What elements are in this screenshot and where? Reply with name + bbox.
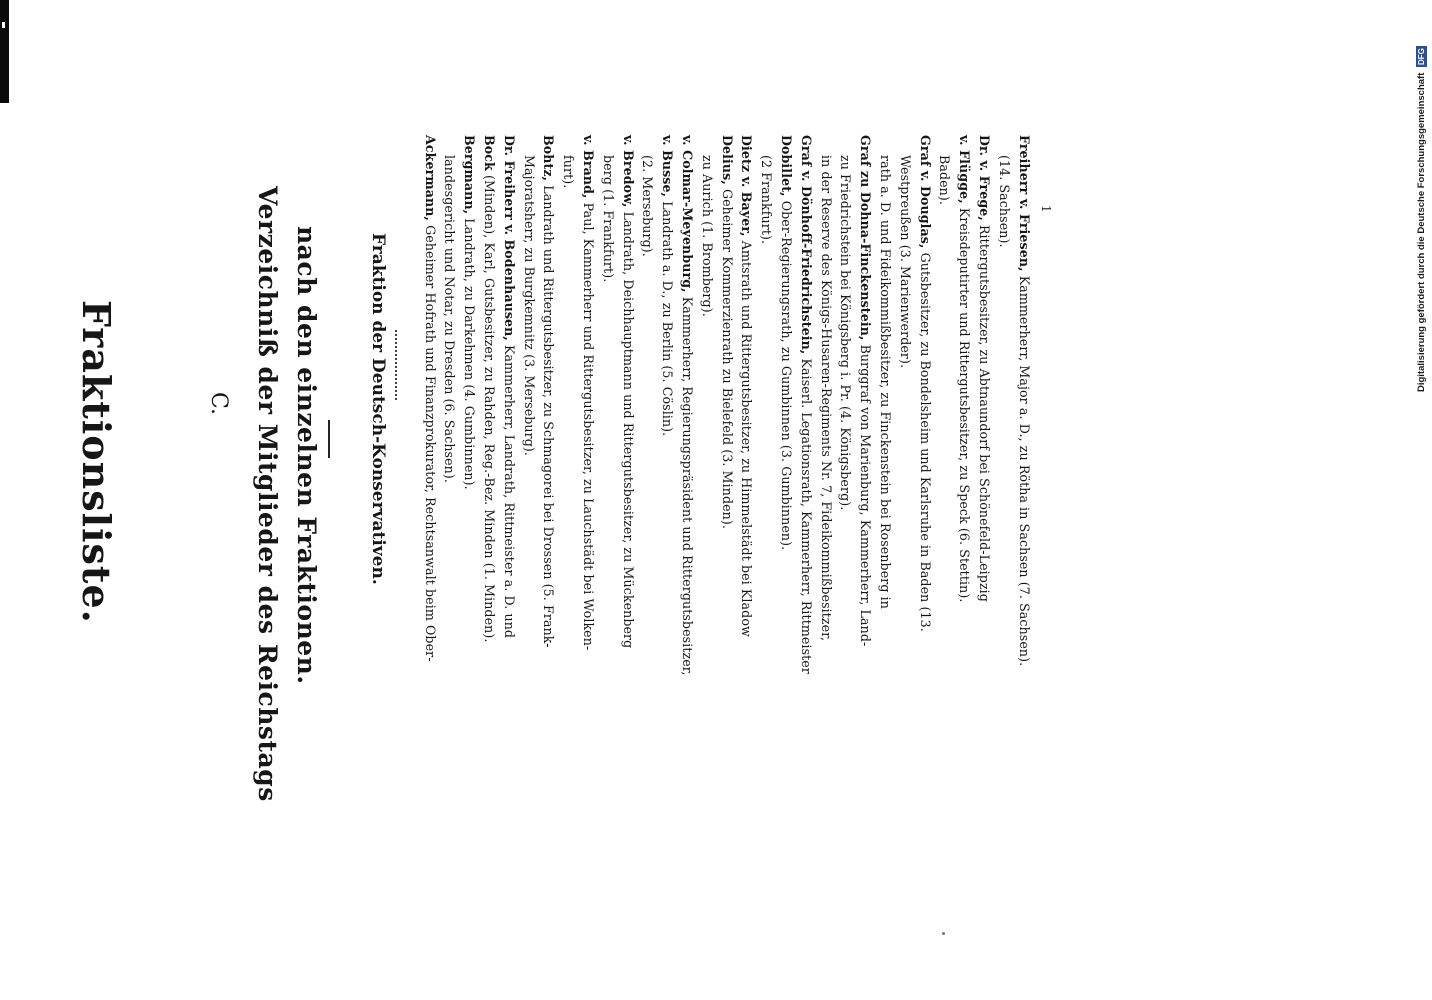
member-name: v. Colmar-Meyenburg, bbox=[679, 135, 695, 293]
member-details: Burggraf von Marienburg, Kammerherr, Land- bbox=[858, 340, 874, 647]
member-details: Ober-Regierungsrath, zu Gumbinnen (3. Gumbinnen). bbox=[778, 196, 794, 551]
footer-text: Digitalisierung gefördert durch die Deutsche Forschungsgemeinschaft bbox=[1416, 72, 1428, 392]
member-details: zu Aurich (1. Bromberg). bbox=[699, 155, 715, 317]
member-entry-continuation bbox=[638, 155, 657, 257]
member-details: Kreisdeputirter und Rittergutsbesitzer, zu Speck (6. Stettin). bbox=[957, 203, 973, 603]
section-letter: C. bbox=[205, 392, 231, 416]
heading-line-1: Verzeichniß der Mitglieder des Reichstags bbox=[252, 186, 282, 802]
member-entry-line bbox=[737, 135, 756, 637]
member-entry-continuation bbox=[935, 155, 954, 205]
member-name: Dietz v. Bayer, bbox=[739, 135, 755, 237]
separator-rule bbox=[328, 420, 330, 458]
member-entry-line bbox=[777, 135, 796, 550]
dfg-logo-icon: DFG bbox=[1417, 48, 1426, 65]
fraction-subheading: Fraktion der Deutsch-Konservativen. bbox=[368, 233, 388, 585]
member-entry-continuation bbox=[698, 155, 717, 317]
member-name: v. Brand, bbox=[580, 135, 596, 199]
member-entry-continuation bbox=[817, 155, 836, 641]
scan-edge-mark bbox=[2, 22, 5, 28]
member-details: Kaiserl. Legationsrath, Kammerherr, Rittmeister bbox=[798, 354, 814, 674]
member-name: Graf v. Dönhoff-Friedrichstein, bbox=[798, 135, 814, 355]
member-name: Dr. Freiherr v. Bodenhausen, bbox=[501, 135, 517, 341]
member-details: (14. Sachsen). bbox=[996, 155, 1012, 248]
member-name: Freiherr v. Friesen, bbox=[1016, 135, 1032, 272]
member-entry-line bbox=[421, 135, 440, 662]
member-entry-line bbox=[955, 135, 974, 602]
member-entry-line bbox=[579, 135, 598, 650]
member-details: Geheimer Kommerzienrath zu Bielefeld (3. Minden). bbox=[719, 184, 735, 529]
member-name: Graf v. Douglas, bbox=[917, 135, 933, 249]
member-details: Westpreußen (3. Marienwerder). bbox=[897, 155, 913, 369]
member-details: berg (1. Frankfurt). bbox=[600, 155, 616, 283]
member-details: (2 Frankfurt). bbox=[759, 155, 775, 245]
member-details: (Minden), Karl, Gutsbesitzer, zu Rahden, Reg.-Bez. Minden (1. Minden). bbox=[481, 170, 497, 643]
member-entry-line bbox=[975, 135, 994, 602]
heading-line-2: nach den einzelnen Fraktionen. bbox=[291, 226, 321, 685]
member-details: furt). bbox=[561, 155, 577, 189]
member-entry-continuation bbox=[520, 155, 539, 456]
member-details: Landrath und Rittergutsbesitzer, zu Schmagorei bei Drossen (5. Frank- bbox=[541, 181, 557, 648]
member-name: Dobillet, bbox=[778, 135, 794, 197]
member-entry-line bbox=[1015, 135, 1034, 666]
member-details: Kammerherr, Major a. D., zu Rötha in Sachsen (7. Sachsen). bbox=[1016, 271, 1032, 667]
member-details: rath a. D. und Fideikommißbesitzer, zu Finckenstein bei Rosenberg in bbox=[877, 155, 893, 609]
member-details: landesgericht und Notar, zu Dresden (6. Sachsen). bbox=[442, 155, 458, 484]
member-entry-line bbox=[718, 135, 737, 529]
member-entry-continuation bbox=[836, 155, 855, 510]
member-details: (2. Merseburg). bbox=[640, 155, 656, 257]
member-entry-continuation bbox=[876, 155, 895, 609]
member-name: v. Flügge, bbox=[957, 135, 973, 204]
member-entry-line bbox=[678, 135, 697, 676]
member-name: Bohtz, bbox=[541, 135, 557, 182]
member-entry-line bbox=[856, 135, 875, 646]
member-entry-line bbox=[460, 135, 479, 490]
member-name: Bergmann, bbox=[462, 135, 478, 215]
scan-edge-bar bbox=[0, 0, 9, 103]
member-details: in der Reserve des Königs-Husaren-Regiments Nr. 7, Fideikommißbesitzer, bbox=[818, 155, 834, 642]
member-details: Gutsbesitzer, zu Bondelsheim und Karlsruhe in Baden (13. bbox=[917, 248, 933, 632]
member-name: Bock bbox=[481, 135, 497, 171]
scan-speck bbox=[942, 932, 945, 935]
member-details: Paul, Kammerherr und Rittergutsbesitzer, zu Lauchstädt bei Wolken- bbox=[580, 198, 596, 651]
member-entry-line bbox=[619, 135, 638, 648]
member-entry-line bbox=[797, 135, 816, 674]
member-entry-continuation bbox=[599, 155, 618, 282]
member-details: Kammerherr, Landrath, Rittmeister a. D. und bbox=[501, 340, 517, 639]
member-entry-line bbox=[539, 135, 558, 648]
member-entry-continuation bbox=[896, 155, 915, 368]
member-name: Delius, bbox=[719, 135, 735, 185]
member-name: Dr. v. Frege, bbox=[976, 135, 992, 221]
member-entry-continuation bbox=[757, 155, 776, 244]
member-details: Majoratsherr, zu Burgkemnitz (3. Merseburg). bbox=[521, 155, 537, 457]
member-name: v. Busse, bbox=[660, 135, 676, 198]
page-number: 1 bbox=[1039, 205, 1053, 213]
member-details: zu Friedrichstein bei Königsberg i. Pr. (4. Königsberg). bbox=[838, 155, 854, 511]
member-name: Graf zu Dohna-Finckenstein, bbox=[858, 135, 874, 341]
member-details: Landrath, Deichhauptmann und Rittergutsbesitzer, zu Mückenberg bbox=[620, 207, 636, 649]
member-details: Landrath, zu Darkehmen (4. Gumbinnen). bbox=[462, 214, 478, 490]
member-entry-line bbox=[500, 135, 519, 638]
document-title: Fraktionsliste. bbox=[73, 300, 119, 624]
member-details: Rittergutsbesitzer, zu Abtnaundorf bei Schönefeld-Leipzig bbox=[976, 220, 992, 602]
member-entry-continuation bbox=[440, 155, 459, 483]
member-name: v. Bredow, bbox=[620, 135, 636, 208]
member-entry-continuation bbox=[995, 155, 1014, 248]
dotted-rule bbox=[395, 330, 397, 400]
member-details: Amtsrath und Rittergutsbesitzer, zu Himmelstädt bei Kladow bbox=[739, 236, 755, 637]
member-entry-line bbox=[658, 135, 677, 436]
member-entry-line bbox=[916, 135, 935, 632]
member-entry-line bbox=[480, 135, 499, 642]
member-details: Geheimer Hofrath und Finanzprokurator, Rechtsanwalt beim Ober- bbox=[422, 221, 438, 662]
member-details: Landrath a. D., zu Berlin (5. Cöslin). bbox=[660, 197, 676, 437]
member-name: Ackermann, bbox=[422, 135, 438, 221]
member-details: Baden). bbox=[937, 155, 953, 206]
dfg-footer bbox=[1416, 46, 1427, 392]
member-details: Kammerherr, Regierungspräsident und Rittergutsbesitzer, bbox=[679, 292, 695, 676]
member-entry-continuation bbox=[559, 155, 578, 188]
